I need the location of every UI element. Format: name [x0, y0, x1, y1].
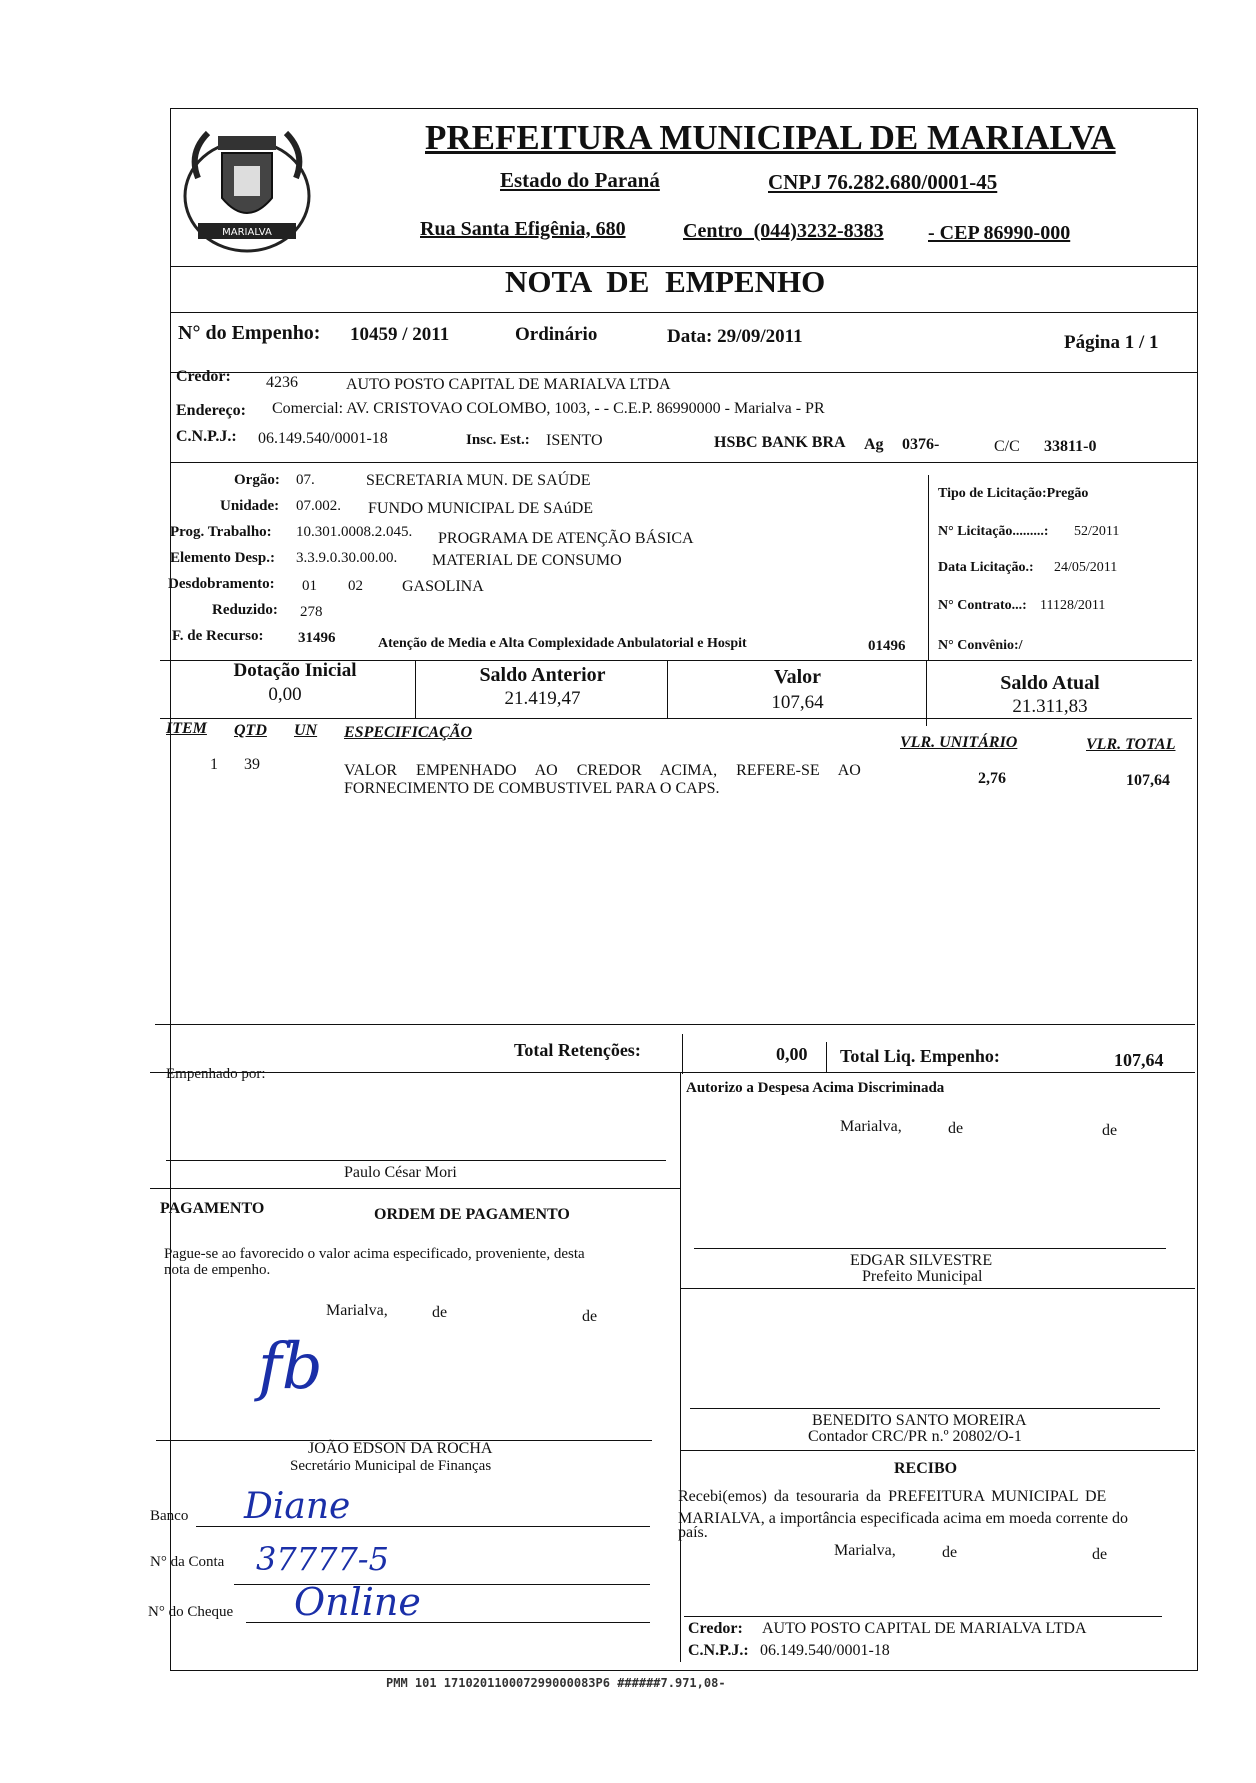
numero-licitacao-label: N° Licitação.........:	[938, 524, 1049, 539]
col-unit-value: VLR. UNITÁRIO	[900, 734, 1018, 751]
convenio-label: N° Convênio:/	[938, 638, 1023, 653]
street-address: Rua Santa Efigênia, 680	[420, 218, 626, 240]
credor-label: Credor:	[176, 368, 231, 385]
totals-bottom	[150, 1072, 1195, 1073]
pague-line2: nota de empenho.	[164, 1262, 271, 1278]
footer-code: PMM 101 171020110007299000083P6 ######7.971,08-	[386, 1676, 726, 1690]
totals-sep-1	[682, 1034, 683, 1074]
orgao-code: 07.	[296, 472, 315, 488]
recurso-name: Atenção de Media e Alta Complexidade Anbulatorial e Hospit	[378, 636, 747, 651]
empenhado-label: Empenhado por:	[166, 1066, 266, 1082]
empenho-type: Ordinário	[515, 324, 598, 345]
tipo-licitacao: Tipo de Licitação:Pregão	[938, 486, 1089, 501]
left-de-2: de	[582, 1308, 598, 1325]
reduzido-label: Reduzido:	[212, 602, 278, 618]
seal-text: MARIALVA	[222, 227, 272, 238]
credor-divider	[170, 462, 1198, 463]
empenho-date: Data: 29/09/2011	[667, 326, 803, 347]
unidade-label: Unidade:	[220, 498, 280, 514]
recurso-number: 01496	[868, 638, 906, 654]
liq-value: 107,64	[1114, 1050, 1164, 1070]
credor-name: AUTO POSTO CAPITAL DE MARIALVA LTDA	[346, 376, 671, 393]
ordem-pagamento-heading: ORDEM DE PAGAMENTO	[374, 1206, 570, 1223]
pague-line1: Pague-se ao favorecido o valor acima especificado, proveniente, desta	[164, 1246, 585, 1262]
col-total-value: VLR. TOTAL	[1086, 736, 1176, 753]
recibo-city: Marialva,	[834, 1542, 896, 1559]
credor-cnpj: 06.149.540/0001-18	[258, 430, 388, 447]
col-qtd: QTD	[234, 722, 267, 739]
conta-label: N° da Conta	[150, 1554, 225, 1570]
conta-handwritten: 37777-5	[256, 1540, 389, 1578]
unidade-code: 07.002.	[296, 498, 341, 514]
row-spec-line1: VALOR EMPENHADO AO CREDOR ACIMA, REFERE-SE AO	[344, 762, 861, 779]
prefeito-signature-line	[694, 1248, 1166, 1249]
dotacao-value: 0,00	[268, 684, 302, 705]
saldo-anterior-value: 21.419,47	[504, 688, 581, 709]
recurso-label: F. de Recurso:	[172, 628, 264, 644]
empenhado-name: Paulo César Mori	[344, 1164, 457, 1181]
credor-code: 4236	[266, 374, 298, 391]
unidade-name: FUNDO MUNICIPAL DE SAúDE	[368, 500, 594, 517]
title-divider	[170, 312, 1198, 313]
estado-label: Estado do Paraná	[500, 168, 660, 192]
saldo-sep-2	[667, 660, 668, 718]
col-un: UN	[294, 722, 318, 739]
prefeitura-title: PREFEITURA MUNICIPAL DE MARIALVA	[425, 118, 1116, 157]
retencoes-value: 0,00	[776, 1044, 808, 1064]
banco-label: Banco	[150, 1508, 189, 1524]
signature-scribble: fb	[258, 1330, 323, 1404]
banco-handwritten: Diane	[244, 1486, 351, 1527]
recibo-line1: Recebi(emos) da tesouraria da PREFEITURA MUNICIPAL DE	[678, 1488, 1107, 1505]
saldo-anterior-label: Saldo Anterior	[479, 664, 606, 686]
totals-sep-2	[826, 1042, 827, 1072]
liq-label: Total Liq. Empenho:	[840, 1046, 1000, 1066]
saldo-atual-label: Saldo Atual	[1000, 672, 1100, 694]
recibo-heading: RECIBO	[894, 1460, 958, 1477]
cnpj-header: CNPJ 76.282.680/0001-45	[768, 170, 998, 194]
orgao-name: SECRETARIA MUN. DE SAÚDE	[366, 472, 591, 489]
right-city: Marialva,	[840, 1118, 902, 1135]
cnpj-label: C.N.P.J.:	[176, 428, 237, 445]
dotacao-label: Dotação Inicial	[233, 660, 357, 681]
empenhado-signature-line	[166, 1160, 666, 1161]
prog-name: PROGRAMA DE ATENÇÃO BÁSICA	[438, 530, 694, 547]
secretario-name: JOÃO EDSON DA ROCHA	[308, 1440, 493, 1457]
data-licitacao: 24/05/2011	[1054, 560, 1118, 575]
district-phone: Centro (044)3232-8383	[683, 220, 884, 242]
row-unit-value: 2,76	[978, 770, 1006, 787]
autorizo-heading: Autorizo a Despesa Acima Discriminada	[686, 1080, 945, 1096]
row-spec-line2: FORNECIMENTO DE COMBUSTIVEL PARA O CAPS.	[344, 780, 720, 797]
elemento-code: 3.3.9.0.30.00.00.	[296, 550, 398, 566]
recibo-credor-label: Credor:	[688, 1620, 743, 1637]
retencoes-label: Total Retenções:	[514, 1040, 641, 1060]
doc-title: NOTA DE EMPENHO	[505, 264, 826, 299]
right-de-1: de	[948, 1120, 964, 1137]
row-qtd: 39	[244, 756, 260, 773]
municipal-seal	[178, 118, 316, 258]
reduzido-value: 278	[300, 604, 323, 620]
cheque-handwritten: Online	[294, 1580, 421, 1624]
desdobramento-a: 01	[302, 578, 317, 594]
licitacao-divider	[928, 475, 929, 661]
numero-licitacao: 52/2011	[1074, 524, 1120, 539]
items-bottom	[155, 1024, 1195, 1025]
recibo-credor-name: AUTO POSTO CAPITAL DE MARIALVA LTDA	[762, 1620, 1087, 1637]
account-value: 33811-0	[1044, 438, 1097, 455]
right-de-2: de	[1102, 1122, 1118, 1139]
prefeito-title: Prefeito Municipal	[862, 1268, 983, 1285]
contrato-value: 11128/2011	[1040, 598, 1106, 613]
insc-label: Insc. Est.:	[466, 432, 530, 448]
saldo-sep-1	[415, 660, 416, 718]
orgao-label: Orgão:	[234, 472, 280, 488]
endereco-label: Endereço:	[176, 402, 246, 419]
prefeito-name: EDGAR SILVESTRE	[850, 1252, 993, 1269]
recibo-signature-line	[684, 1616, 1162, 1617]
bank-name: HSBC BANK BRA	[714, 434, 846, 451]
saldo-atual-value: 21.311,83	[1012, 696, 1088, 717]
left-pagamento-line	[150, 1188, 680, 1189]
row-total-value: 107,64	[1126, 772, 1170, 789]
recurso-code: 31496	[298, 630, 336, 646]
recibo-cnpj: 06.149.540/0001-18	[760, 1642, 890, 1659]
row-item: 1	[210, 756, 218, 773]
desdobramento-label: Desdobramento:	[168, 576, 275, 592]
saldo-sep-3	[926, 660, 927, 726]
insc-value: ISENTO	[546, 432, 603, 449]
cep-header: - CEP 86990-000	[928, 222, 1071, 244]
pagamento-heading: PAGAMENTO	[160, 1200, 265, 1217]
right-sep-2	[680, 1450, 1195, 1451]
left-city: Marialva,	[326, 1302, 388, 1319]
elemento-name: MATERIAL DE CONSUMO	[432, 552, 622, 569]
secretario-title: Secretário Municipal de Finanças	[290, 1458, 492, 1474]
empenho-label: N° do Empenho:	[178, 322, 321, 344]
recibo-line3: país.	[678, 1524, 708, 1541]
recibo-line2: MARIALVA, a importância especificada acima em moeda corrente do	[678, 1510, 1129, 1527]
center-divider	[680, 1072, 681, 1662]
recibo-de-1: de	[942, 1544, 958, 1561]
credor-address: Comercial: AV. CRISTOVAO COLOMBO, 1003, - - C.E.P. 86990000 - Marialva - PR	[272, 400, 825, 417]
contador-signature-line	[690, 1408, 1160, 1409]
col-spec: ESPECIFICAÇÃO	[344, 724, 473, 741]
left-de-1: de	[432, 1304, 448, 1321]
account-label: C/C	[994, 438, 1020, 455]
recibo-de-2: de	[1092, 1546, 1108, 1563]
empenho-divider	[170, 372, 1198, 373]
page-number: Página 1 / 1	[1064, 332, 1159, 353]
right-sep-1	[680, 1288, 1195, 1289]
recibo-cnpj-label: C.N.P.J.:	[688, 1642, 749, 1659]
data-licitacao-label: Data Licitação.:	[938, 560, 1034, 575]
contador-title: Contador CRC/PR n.º 20802/O-1	[808, 1428, 1022, 1445]
agency-label: Ag	[864, 436, 884, 453]
desdobramento-b: 02	[348, 578, 363, 594]
saldo-bottom	[160, 718, 1192, 719]
col-item: ITEM	[166, 720, 207, 737]
cheque-label: N° do Cheque	[148, 1604, 234, 1620]
agency-value: 0376-	[902, 436, 940, 453]
contador-name: BENEDITO SANTO MOREIRA	[812, 1412, 1027, 1429]
valor-label: Valor	[773, 666, 822, 688]
empenho-number: 10459 / 2011	[350, 324, 450, 345]
valor-value: 107,64	[771, 692, 824, 713]
elemento-label: Elemento Desp.:	[170, 550, 275, 566]
desdobramento-name: GASOLINA	[402, 578, 484, 595]
prog-code: 10.301.0008.2.045.	[296, 524, 413, 540]
prog-label: Prog. Trabalho:	[170, 524, 272, 540]
contrato-label: N° Contrato...:	[938, 598, 1027, 613]
